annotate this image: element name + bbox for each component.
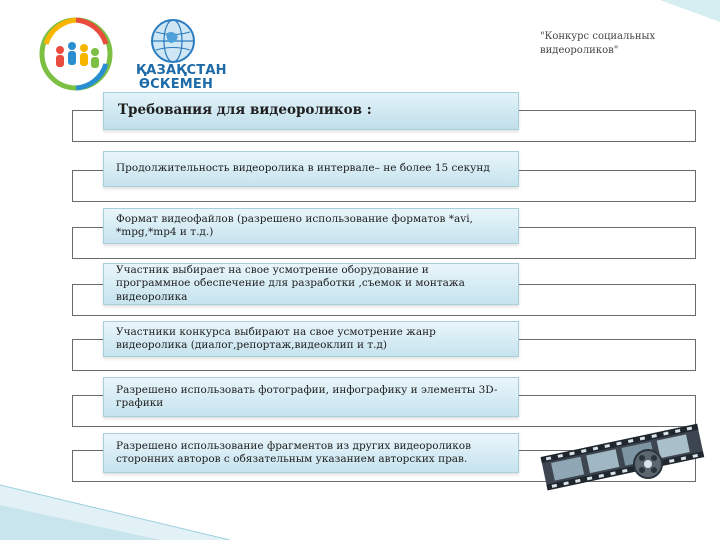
globe-logo-icon [150,18,196,64]
contest-title: "Конкурс социальных видеороликов" [540,31,656,56]
film-reel-icon [538,418,708,502]
requirements-header: Требования для видеороликов : [103,92,519,130]
requirement-item-format: Формат видеофайлов (разрешено использование форматов *avi, *mpg,*mp4 и т.д.) [103,208,519,244]
city-logo-line2: ӨСКЕМЕН [138,77,214,92]
requirement-item-duration: Продолжительность видеоролика в интервале– не более 15 секунд [103,151,519,187]
corner-decoration-top [660,0,720,22]
requirement-item-equipment: Участник выбирает на свое усмотрение оборудование и программное обеспечение для разработки ,съемок и монтажа видеоролика [103,263,519,305]
requirement-item-fragments: Разрешено использование фрагментов из других видеороликов сторонних авторов с обязательным указанием авторских прав. [103,433,519,473]
requirement-item-genre: Участники конкурса выбирают на свое усмотрение жанр видеоролика (диалог,репортаж,видеоклип и т.д) [103,321,519,357]
city-logo-text [136,63,227,92]
children-logo-icon [36,14,116,92]
requirement-item-graphics: Разрешено использовать фотографии, инфографику и элементы 3D-графики [103,377,519,417]
city-logo-line1: ҚАЗАҚСТАН [136,63,227,78]
